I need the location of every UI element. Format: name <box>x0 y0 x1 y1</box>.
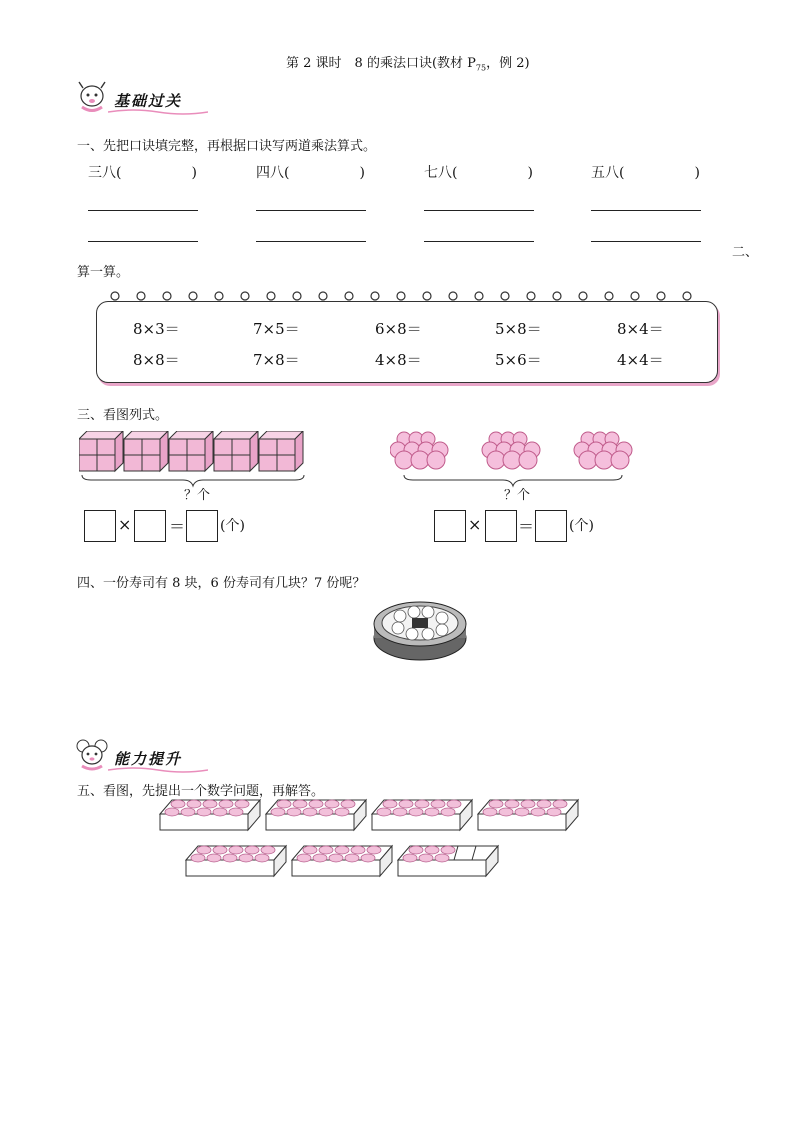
cake-trays-illustration <box>158 796 588 880</box>
badge-underline-icon <box>108 766 208 774</box>
equals-sign: ＝ <box>518 517 535 536</box>
q1-item-2: 四八( ) <box>256 165 365 181</box>
calc-item: 6×8＝ <box>375 320 422 338</box>
q3-prompt: 三、看图列式。 <box>77 408 169 423</box>
answer-line[interactable] <box>88 210 198 211</box>
answer-box[interactable] <box>434 510 466 542</box>
advance-section-title: 能力提升 <box>114 750 183 768</box>
calc-item: 4×4＝ <box>617 351 664 369</box>
q1-prompt: 一、先把口诀填完整，再根据口诀写两道乘法算式。 <box>77 139 377 154</box>
q2-prompt-number: 二、 <box>732 245 759 260</box>
q1-item-1: 三八( ) <box>88 165 197 181</box>
answer-box[interactable] <box>535 510 567 542</box>
q3-left-label: ？个 <box>184 488 211 503</box>
calculation-notebook <box>96 301 718 383</box>
answer-line[interactable] <box>424 210 534 211</box>
calc-item: 5×8＝ <box>495 320 542 338</box>
calc-item: 8×3＝ <box>133 320 180 338</box>
sushi-box-illustration <box>370 594 470 666</box>
advance-section-badge <box>74 738 204 772</box>
mouse-mascot-icon <box>74 738 110 772</box>
q3-right-label: ？个 <box>504 488 531 503</box>
answer-box[interactable] <box>134 510 166 542</box>
answer-box[interactable] <box>84 510 116 542</box>
unit-label: (个) <box>220 518 245 534</box>
unit-label: (个) <box>569 518 594 534</box>
calc-item: 7×8＝ <box>253 351 300 369</box>
q4-prompt: 四、一份寿司有 8 块，6 份寿司有几块？7 份呢？ <box>77 576 366 591</box>
answer-box[interactable] <box>186 510 218 542</box>
times-sign: × <box>468 515 482 534</box>
calc-item: 7×5＝ <box>253 320 300 338</box>
calc-item: 5×6＝ <box>495 351 542 369</box>
answer-line[interactable] <box>256 241 366 242</box>
answer-line[interactable] <box>591 210 701 211</box>
q1-item-3: 七八( ) <box>424 165 533 181</box>
badge-underline-icon <box>108 108 208 116</box>
calc-item: 8×4＝ <box>617 320 664 338</box>
q5-prompt: 五、看图，先提出一个数学问题，再解答。 <box>77 784 325 799</box>
calc-item: 4×8＝ <box>375 351 422 369</box>
peach-groups-illustration <box>390 430 640 474</box>
basic-section-title: 基础过关 <box>114 92 183 110</box>
calc-item: 8×8＝ <box>133 351 180 369</box>
answer-line[interactable] <box>88 241 198 242</box>
notebook-spiral-icon <box>97 290 717 310</box>
answer-line[interactable] <box>424 241 534 242</box>
goat-mascot-icon <box>74 80 110 114</box>
answer-line[interactable] <box>591 241 701 242</box>
q1-item-4: 五八( ) <box>591 165 700 181</box>
page-title: 第 2 课时 8 的乘法口诀(教材 $P_{75}$，例 2) <box>286 56 530 73</box>
times-sign: × <box>118 515 132 534</box>
answer-line[interactable] <box>256 210 366 211</box>
equals-sign: ＝ <box>169 517 186 536</box>
q2-prompt: 算一算。 <box>77 265 130 280</box>
basic-section-badge <box>74 80 204 114</box>
answer-box[interactable] <box>485 510 517 542</box>
cube-group-illustration <box>79 431 309 473</box>
